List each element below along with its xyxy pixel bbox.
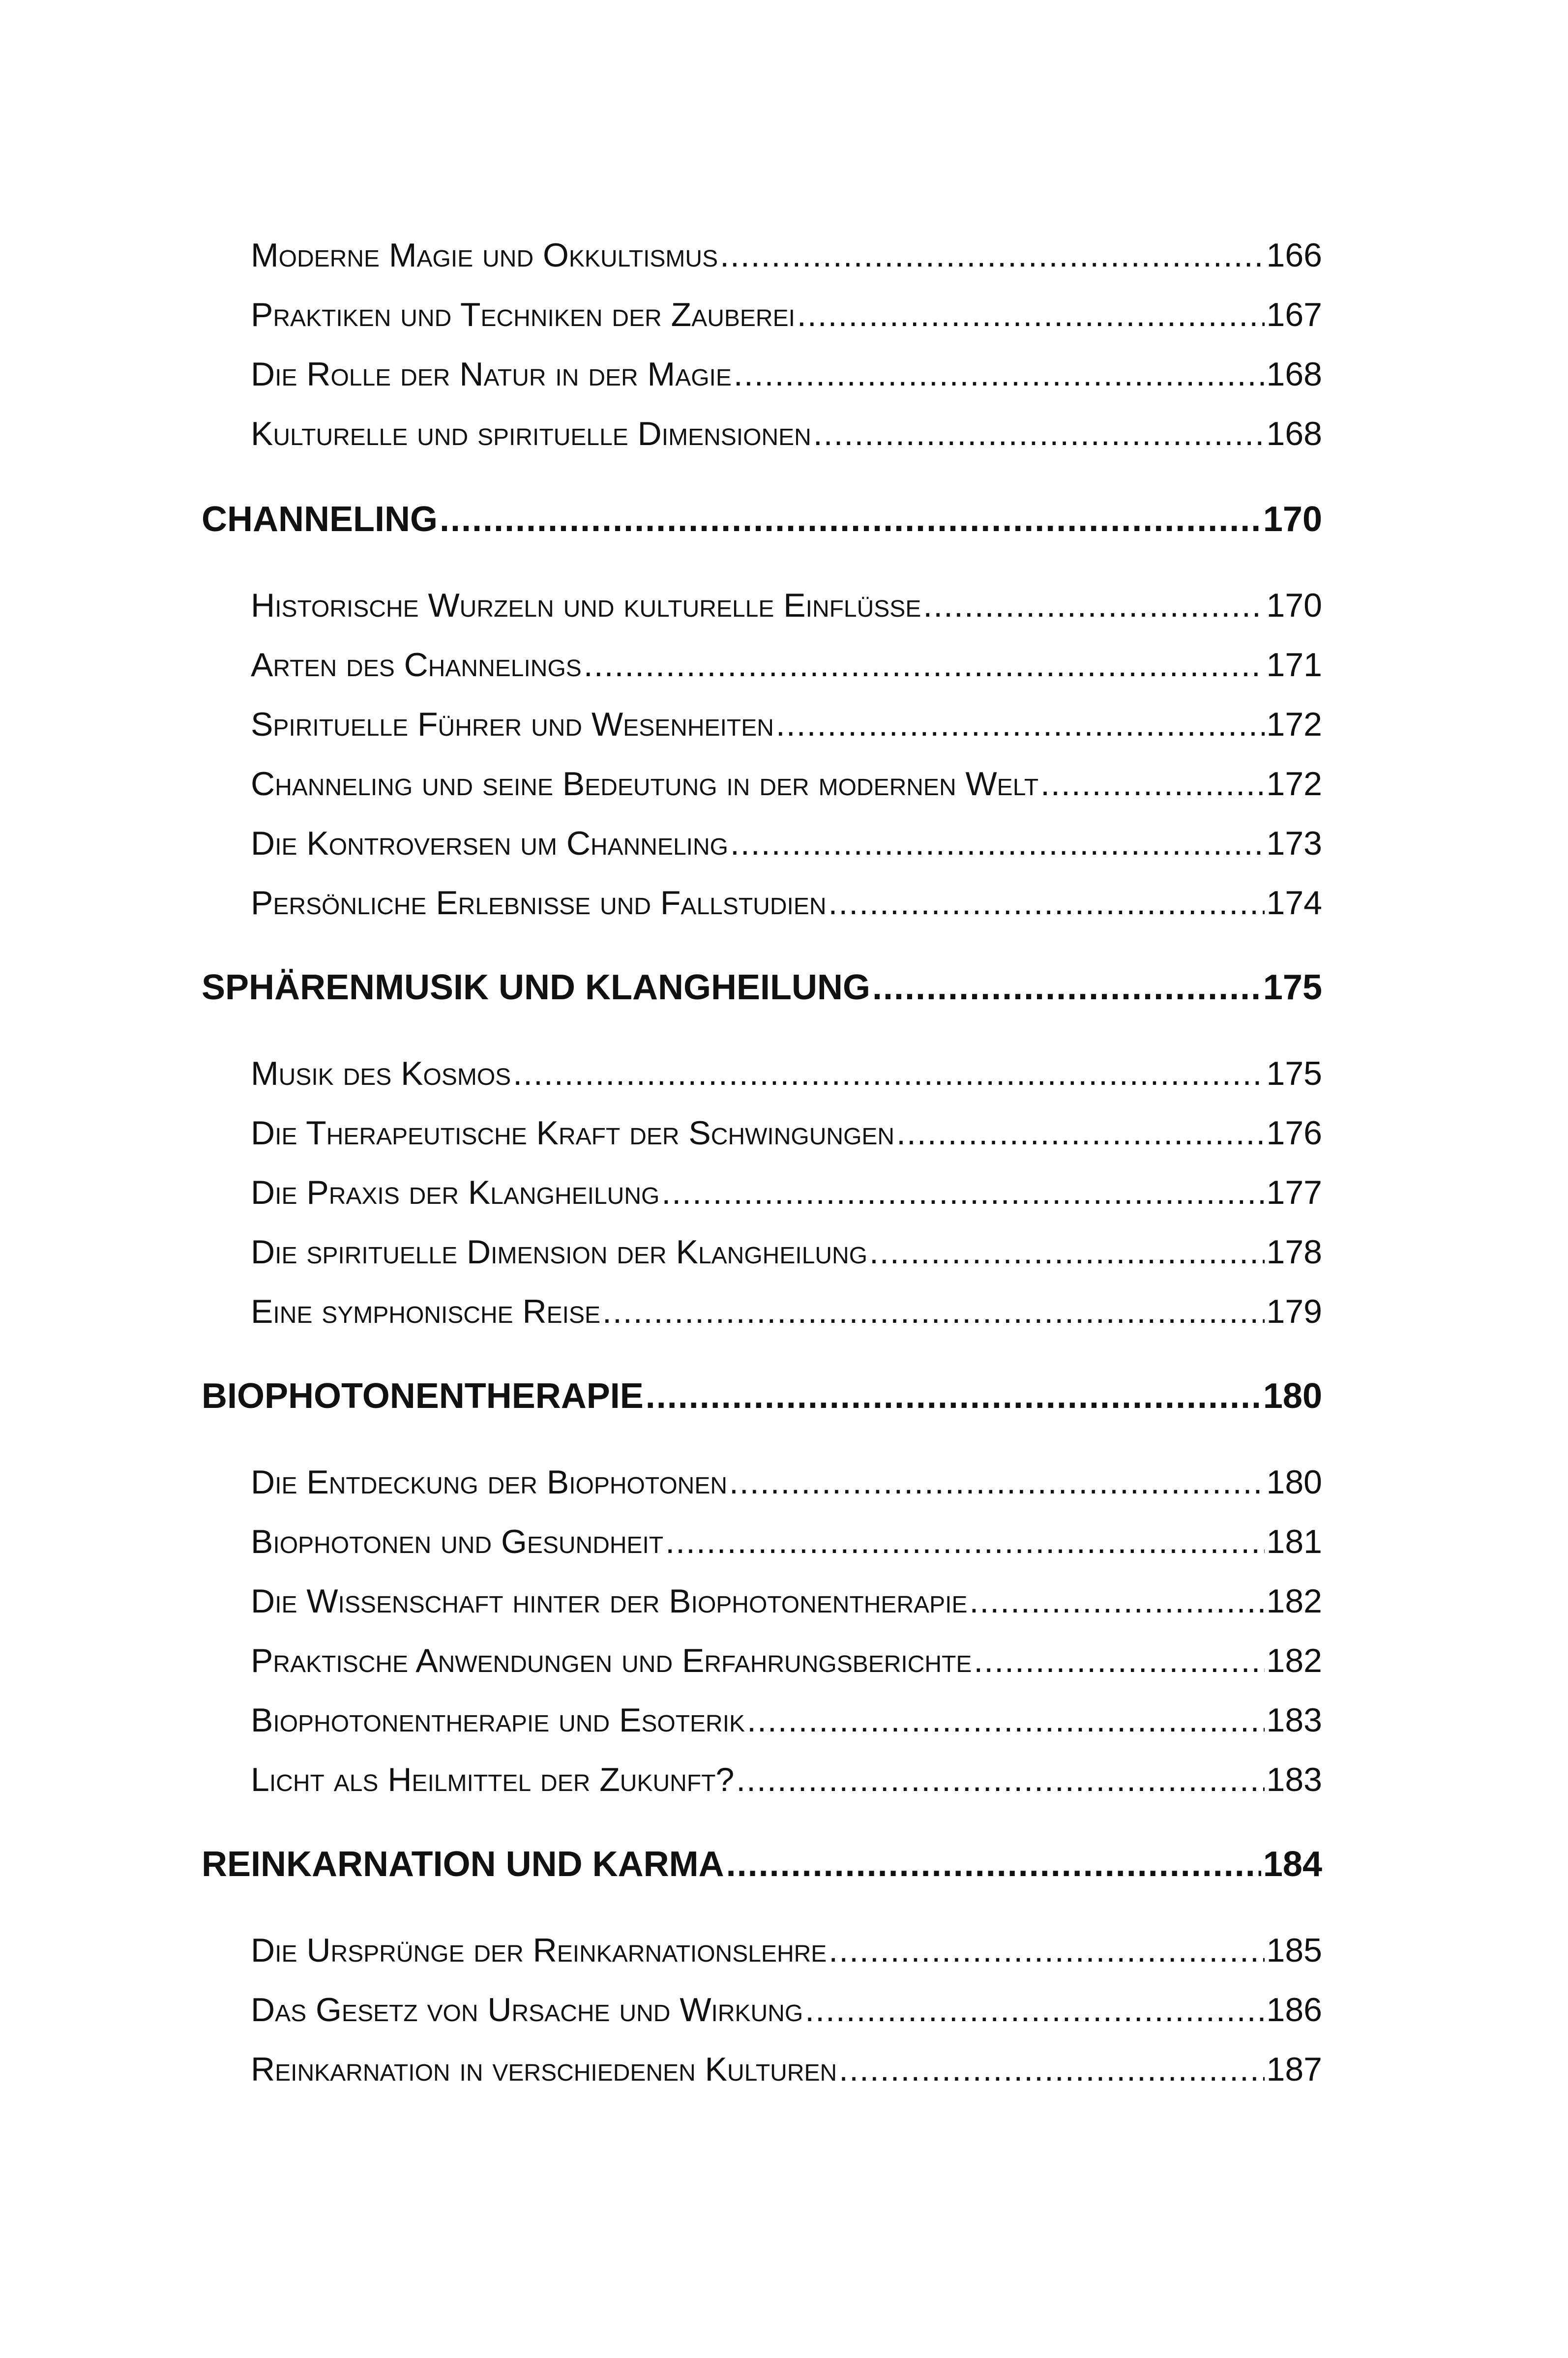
toc-entry-page: 170: [1266, 587, 1322, 624]
dot-leader: [513, 1054, 1264, 1093]
toc-chapter[interactable]: [202, 1844, 1322, 1888]
toc-entry-page: 167: [1266, 296, 1322, 333]
toc-entry[interactable]: [251, 765, 1322, 804]
toc-entry[interactable]: [251, 1233, 1322, 1272]
toc-entry-title: Musik des Kosmos: [251, 1055, 511, 1092]
dot-leader: [729, 1463, 1265, 1501]
toc-entry-page: 178: [1266, 1233, 1322, 1271]
dot-leader: [584, 646, 1265, 684]
toc-entry[interactable]: [251, 1463, 1322, 1502]
toc-entry-page: 176: [1266, 1114, 1322, 1152]
toc-entry[interactable]: [251, 1114, 1322, 1153]
toc-entry[interactable]: [251, 884, 1322, 923]
toc-entry[interactable]: [251, 415, 1322, 454]
dot-leader: [646, 1376, 1261, 1416]
toc-entry-title: Die Praxis der Klangheilung: [251, 1174, 660, 1211]
dot-leader: [970, 1582, 1265, 1620]
dot-leader: [828, 884, 1265, 922]
toc-entry[interactable]: [251, 1642, 1322, 1681]
dot-leader: [440, 499, 1261, 539]
toc-chapter-title: BIOPHOTONENTHERAPIE: [202, 1376, 644, 1416]
toc-entry[interactable]: [251, 1522, 1322, 1562]
toc-entry[interactable]: [251, 2050, 1322, 2089]
dot-leader: [896, 1114, 1264, 1152]
toc-chapter-page: 170: [1263, 500, 1322, 539]
toc-entry-page: 183: [1266, 1701, 1322, 1739]
toc-chapter-title: CHANNELING: [202, 500, 438, 539]
toc-entry[interactable]: [251, 236, 1322, 275]
toc-chapter-page: 175: [1263, 968, 1322, 1007]
toc-entry[interactable]: [251, 1173, 1322, 1213]
toc-entry[interactable]: [251, 1701, 1322, 1740]
toc-entry-title: Eine symphonische Reise: [251, 1293, 601, 1330]
toc-entry[interactable]: [251, 1931, 1322, 1970]
toc-entry-title: Praktiken und Techniken der Zauberei: [251, 296, 795, 333]
dot-leader: [602, 1292, 1264, 1331]
toc-entry-page: 182: [1266, 1642, 1322, 1679]
toc-entry[interactable]: [251, 1761, 1322, 1800]
dot-leader: [828, 1931, 1264, 1970]
dot-leader: [736, 1761, 1264, 1799]
toc-entry-page: 183: [1266, 1761, 1322, 1798]
toc-entry-page: 168: [1266, 415, 1322, 452]
toc-chapter-page: 180: [1263, 1376, 1322, 1416]
toc-entry-title: Die Entdeckung der Biophotonen: [251, 1463, 728, 1501]
toc-chapter[interactable]: [202, 967, 1322, 1012]
dot-leader: [797, 296, 1265, 334]
toc-entry-title: Die Rolle der Natur in der Magie: [251, 356, 732, 393]
toc-entry[interactable]: [251, 1582, 1322, 1621]
toc-entry-title: Moderne Magie und Okkultismus: [251, 237, 718, 274]
toc-entry-page: 172: [1266, 706, 1322, 743]
toc-entry-title: Historische Wurzeln und kulturelle Einflüsse: [251, 587, 921, 624]
toc-entry-page: 182: [1266, 1582, 1322, 1620]
toc-entry-page: 187: [1266, 2051, 1322, 2088]
toc-entry-page: 166: [1266, 237, 1322, 274]
dot-leader: [726, 1844, 1261, 1884]
dot-leader: [734, 355, 1265, 393]
toc-entry-title: Licht als Heilmittel der Zukunft?: [251, 1761, 735, 1798]
toc-entry-title: Die Kontroversen um Channeling: [251, 825, 729, 862]
toc-entry-page: 181: [1266, 1523, 1322, 1560]
toc-entry-title: Spirituelle Führer und Wesenheiten: [251, 706, 774, 743]
toc-entry-title: Die Wissenschaft hinter der Biophotonentherapie: [251, 1582, 968, 1620]
toc-chapter-title: SPHÄRENMUSIK UND KLANGHEILUNG: [202, 968, 871, 1007]
toc-entry-page: 175: [1266, 1055, 1322, 1092]
dot-leader: [661, 1173, 1264, 1212]
toc-entry[interactable]: [251, 1054, 1322, 1094]
toc-entry-title: Das Gesetz von Ursache und Wirkung: [251, 1991, 803, 2029]
dot-leader: [776, 705, 1265, 744]
toc-entry[interactable]: [251, 824, 1322, 864]
dot-leader: [730, 824, 1265, 863]
toc-entry[interactable]: [251, 1292, 1322, 1332]
dot-leader: [805, 1991, 1264, 2029]
toc-entry-title: Biophotonentherapie und Esoterik: [251, 1701, 745, 1739]
dot-leader: [747, 1701, 1264, 1739]
dot-leader: [839, 2050, 1264, 2089]
dot-leader: [720, 236, 1264, 274]
toc-entry[interactable]: [251, 1991, 1322, 2030]
toc-entry[interactable]: [251, 586, 1322, 626]
toc-entry[interactable]: [251, 705, 1322, 745]
toc-entry-page: 180: [1266, 1463, 1322, 1501]
dot-leader: [869, 1233, 1264, 1271]
toc-entry-title: Reinkarnation in verschiedenen Kulturen: [251, 2051, 837, 2088]
toc-chapter-page: 184: [1263, 1845, 1322, 1884]
toc-entry-title: Die Ursprünge der Reinkarnationslehre: [251, 1932, 827, 1969]
toc-entry-title: Biophotonen und Gesundheit: [251, 1523, 664, 1560]
toc-entry-page: 177: [1266, 1174, 1322, 1211]
dot-leader: [813, 415, 1265, 453]
toc-entry-page: 172: [1266, 765, 1322, 803]
dot-leader: [665, 1522, 1264, 1561]
toc-entry-page: 171: [1266, 646, 1322, 684]
toc-entry-page: 168: [1266, 356, 1322, 393]
toc-entry[interactable]: [251, 355, 1322, 394]
toc-entry-page: 185: [1266, 1932, 1322, 1969]
toc-entry-title: Die Therapeutische Kraft der Schwingungen: [251, 1114, 895, 1152]
toc-chapter[interactable]: [202, 1376, 1322, 1420]
toc-entry-title: Kulturelle und spirituelle Dimensionen: [251, 415, 811, 452]
toc-entry-title: Channeling und seine Bedeutung in der modernen Welt: [251, 765, 1039, 803]
toc-entry-title: Persönliche Erlebnisse und Fallstudien: [251, 884, 827, 922]
toc-entry[interactable]: [251, 296, 1322, 335]
toc-entry-title: Die spirituelle Dimension der Klangheilung: [251, 1233, 868, 1271]
dot-leader: [923, 586, 1264, 625]
dot-leader: [872, 967, 1261, 1008]
toc-entry-page: 173: [1266, 825, 1322, 862]
toc-entry-title: Arten des Channelings: [251, 646, 582, 684]
dot-leader: [1040, 765, 1264, 803]
toc-entry-page: 174: [1266, 884, 1322, 922]
toc-entry-title: Praktische Anwendungen und Erfahrungsberichte: [251, 1642, 972, 1679]
toc-entry-page: 186: [1266, 1991, 1322, 2029]
dot-leader: [974, 1642, 1264, 1680]
toc-entry[interactable]: [251, 646, 1322, 685]
toc-chapter[interactable]: [202, 499, 1322, 543]
toc-chapter-title: REINKARNATION UND KARMA: [202, 1845, 724, 1884]
toc-entry-page: 179: [1266, 1293, 1322, 1330]
